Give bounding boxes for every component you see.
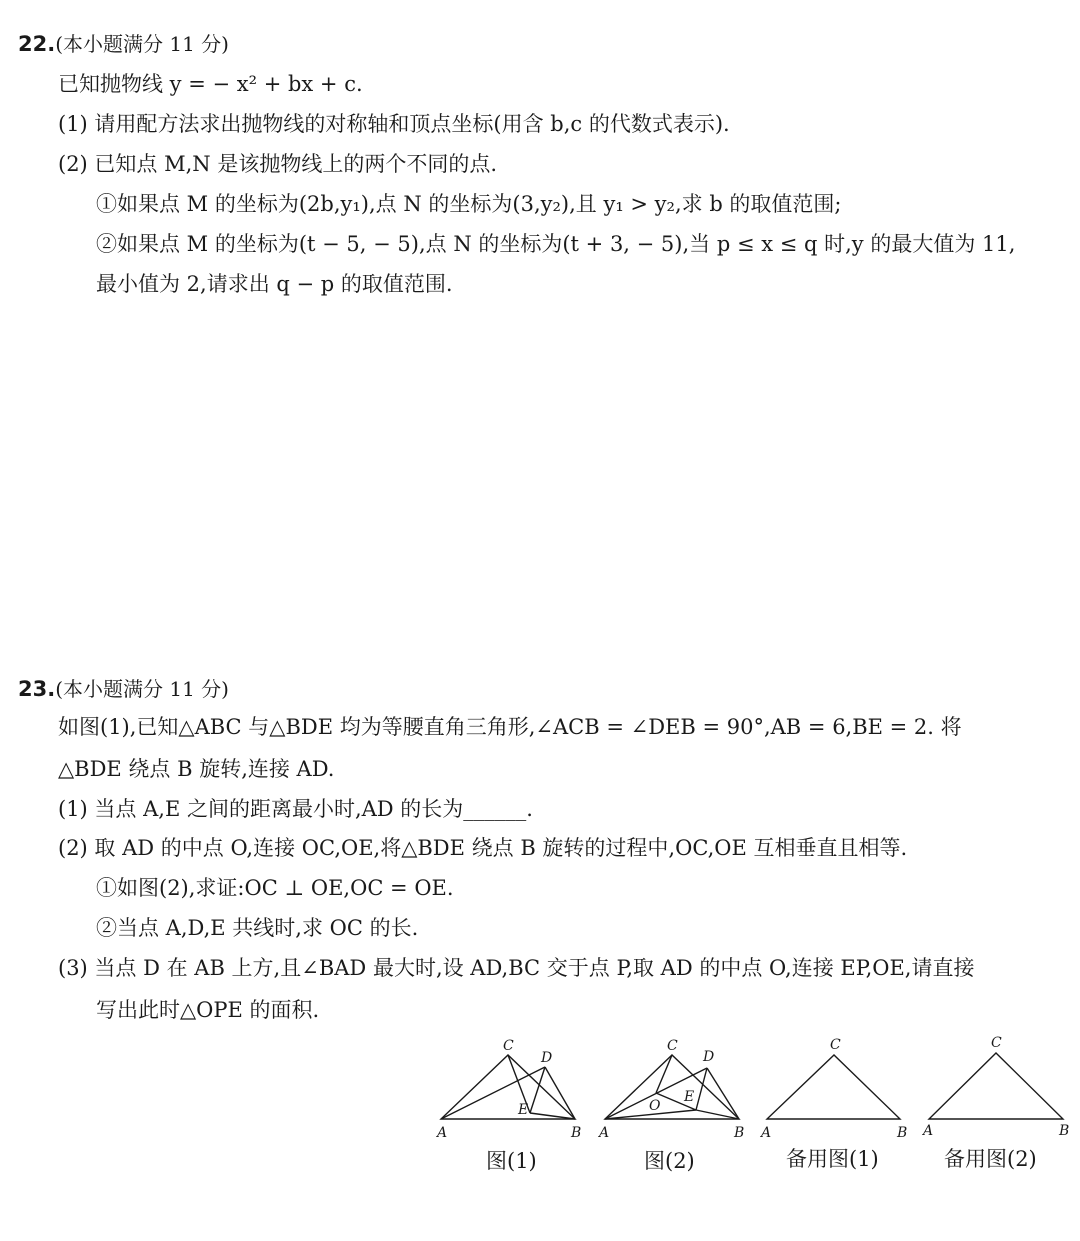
- spare-figure-1-caption: 备用图(1): [786, 1147, 879, 1171]
- vertex-label-d: D: [541, 1050, 553, 1066]
- figure-2-caption: 图(2): [644, 1149, 695, 1173]
- question-number: 23.: [18, 677, 56, 701]
- question-part-3: (3) 当点 D 在 AB 上方,且∠BAD 最大时,设 AD,BC 交于点 P,取 AD 的中点 O,连接 EP,OE,请直接: [58, 956, 975, 980]
- vertex-label-c: C: [667, 1038, 678, 1054]
- question-subpart-2-cont: 最小值为 2,请求出 q − p 的取值范围.: [96, 272, 453, 296]
- question-number: 22.: [18, 32, 56, 56]
- question-text: 如图(1),已知△ABC 与△BDE 均为等腰直角三角形,∠ACB = ∠DEB = 90°,AB = 6,BE = 2. 将: [58, 715, 962, 739]
- question-score: (本小题满分 11 分): [55, 677, 229, 701]
- spare-figure-2-caption: 备用图(2): [944, 1147, 1037, 1171]
- question-part-3-cont: 写出此时△OPE 的面积.: [96, 998, 320, 1022]
- question-text-cont: △BDE 绕点 B 旋转,连接 AD.: [58, 757, 335, 781]
- spare-figure-1-diagram: [767, 1055, 900, 1119]
- vertex-label-a: A: [599, 1125, 610, 1141]
- figure-1-caption: 图(1): [486, 1149, 537, 1173]
- vertex-label-o: O: [649, 1098, 661, 1114]
- vertex-label-c: C: [503, 1038, 514, 1054]
- vertex-label-b: B: [734, 1125, 745, 1141]
- question-part-2: (2) 已知点 M,N 是该抛物线上的两个不同的点.: [58, 152, 497, 176]
- vertex-label-b: B: [571, 1125, 582, 1141]
- vertex-label-d: D: [703, 1049, 715, 1065]
- vertex-label-a: A: [923, 1123, 934, 1139]
- question-subpart-2: ②如果点 M 的坐标为(t − 5, − 5),点 N 的坐标为(t + 3, − 5),当 p ≤ x ≤ q 时,y 的最大值为 11,: [96, 232, 1016, 256]
- vertex-label-c: C: [991, 1035, 1002, 1051]
- figure-2-diagram: [605, 1055, 739, 1119]
- question-subpart-1: ①如图(2),求证:OC ⊥ OE,OC = OE.: [96, 876, 454, 900]
- vertex-label-c: C: [830, 1037, 841, 1053]
- vertex-label-e: E: [684, 1089, 695, 1105]
- question-part-1: (1) 当点 A,E 之间的距离最小时,AD 的长为______.: [58, 797, 533, 821]
- figure-1-diagram: [441, 1055, 575, 1119]
- question-part-2: (2) 取 AD 的中点 O,连接 OC,OE,将△BDE 绕点 B 旋转的过程中,OC,OE 互相垂直且相等.: [58, 836, 908, 860]
- question-score: (本小题满分 11 分): [55, 32, 229, 56]
- vertex-label-a: A: [761, 1125, 772, 1141]
- question-part-1: (1) 请用配方法求出抛物线的对称轴和顶点坐标(用含 b,c 的代数式表示).: [58, 112, 730, 136]
- vertex-label-e: E: [518, 1102, 529, 1118]
- question-text: 已知抛物线 y = − x² + bx + c.: [58, 72, 363, 96]
- question-subpart-1: ①如果点 M 的坐标为(2b,y₁),点 N 的坐标为(3,y₂),且 y₁ > y₂,求 b 的取值范围;: [96, 192, 842, 216]
- vertex-label-b: B: [1059, 1123, 1070, 1139]
- vertex-label-b: B: [897, 1125, 908, 1141]
- question-subpart-2: ②当点 A,D,E 共线时,求 OC 的长.: [96, 916, 419, 940]
- spare-figure-2-diagram: [929, 1053, 1063, 1119]
- vertex-label-a: A: [437, 1125, 448, 1141]
